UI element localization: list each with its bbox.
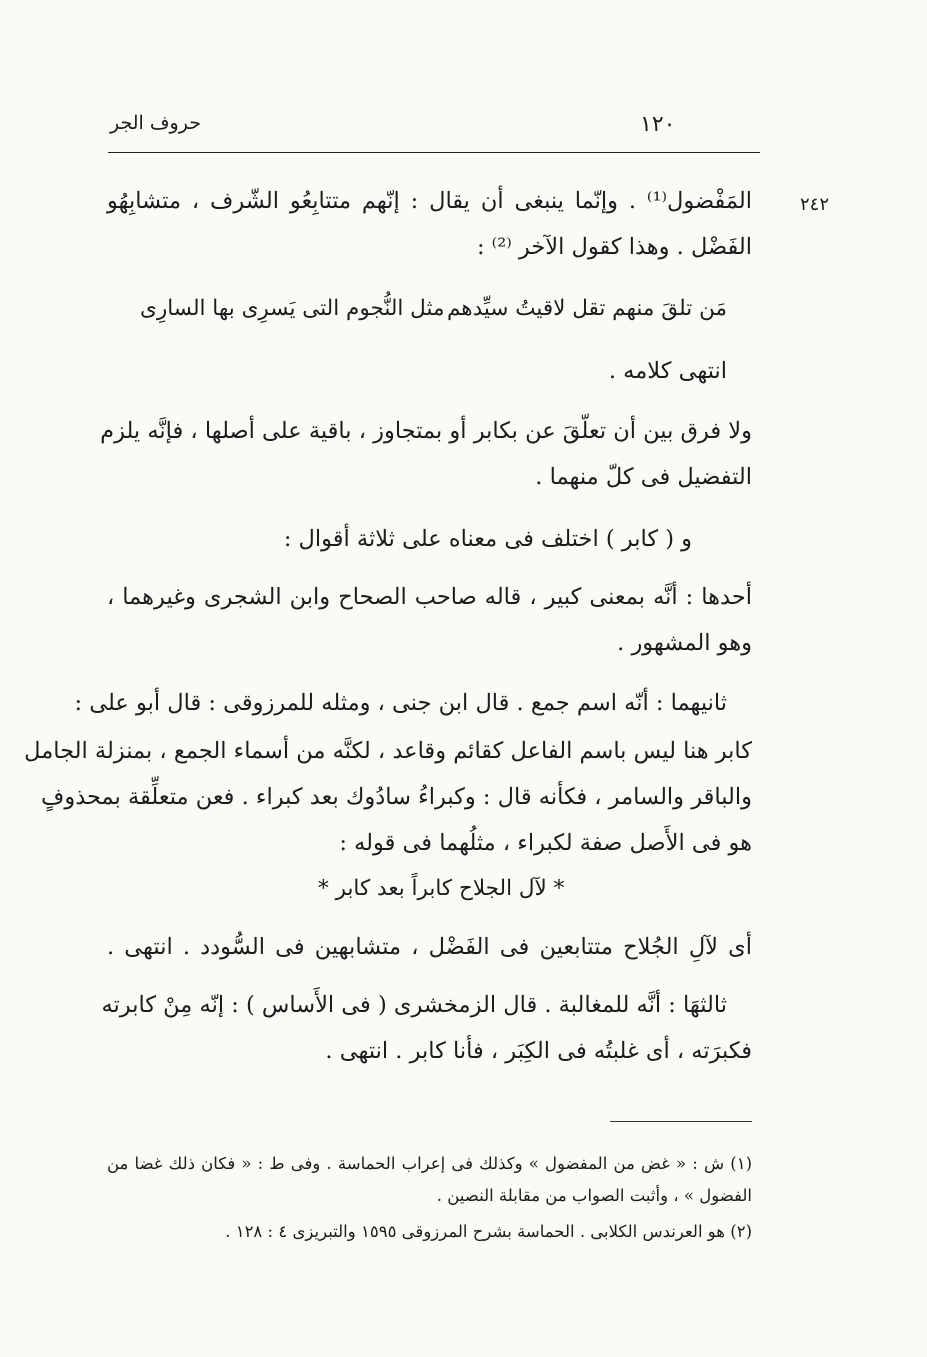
footnote-1-continued: الفضول » ، وأثبت الصواب من مقابلة النصين . [436, 1186, 752, 1205]
verse-first-hemistich: مَن تلقَ منهم تقل لاقيتُ سيِّدهم [446, 296, 727, 321]
running-title: حروف الجر [110, 112, 201, 134]
text-line: المَفْضول⁽¹⁾ . وإنّما ينبغى أن يقال : إنّهم متتابِعُو الشّرف ، متشابِهُو [107, 188, 752, 214]
footnote-rule [610, 1121, 752, 1122]
verse-line: * لآل الجلاح كابراً بعد كابر * [318, 876, 565, 901]
text-line: فكبرَته ، أى غلبتُه فى الكِبَر ، فأنا كابر . انتهى . [325, 1038, 752, 1064]
verse-second-hemistich: مثل النُّجوم التى يَسرِى بها السارِى [140, 296, 445, 321]
text-line: والباقر والسامر ، فكأنه قال : وكبراءُ سادُوك بعد كبراء . فعن متعلِّقة بمحذوفٍ [41, 784, 752, 810]
text-line: هو فى الأَصل صفة لكبراء ، مثلُهما فى قوله : [339, 830, 752, 856]
text-line: ثانيهما : أنّه اسم جمع . قال ابن جنى ، ومثله للمرزوقى : قال أبو على : [74, 690, 727, 716]
text-line: الفَضْل . وهذا كقول الآخر ⁽²⁾ : [476, 234, 752, 260]
text-line: ولا فرق بين أن تعلّقَ عن بكابر أو بمتجاوز ، باقية على أصلها ، فإنَّه يلزم [100, 418, 752, 444]
text-line: كابر هنا ليس باسم الفاعل كقائم وقاعد ، لكنَّه من أسماء الجمع ، بمنزلة الجامل [24, 738, 752, 764]
text-line: ثالثهَا : أنَّه للمغالبة . قال الزمخشرى ( فى الأَساس ) : إنّه مِنْ كابرته [101, 992, 727, 1018]
text-line: أى لآلِ الجُلاح متتابعين فى الفَضْل ، متشابهين فى السُّودد . انتهى . [107, 934, 752, 960]
header-rule [108, 152, 760, 153]
text-line: أحدها : أنَّه بمعنى كبير ، قاله صاحب الصحاح وابن الشجرى وغيرهما ، [107, 584, 752, 610]
text-line: التفضيل فى كلّ منهما . [535, 464, 752, 490]
text-line: و ( كابر ) اختلف فى معناه على ثلاثة أقوال : [283, 526, 692, 552]
footnote-1: (١) ش : « غض من المفضول » وكذلك فى إعراب الحماسة . وفى ط : « فكان ذلك غضا من [107, 1154, 752, 1173]
margin-number: ٢٤٢ [800, 194, 830, 215]
text-line: وهو المشهور . [617, 630, 752, 656]
footnote-2: (٢) هو العرندس الكلابى . الحماسة بشرح المرزوقى ١٥٩٥ والتبريزى ٤ : ١٢٨ . [225, 1222, 752, 1241]
page-number: ١٢٠ [640, 112, 676, 137]
text-line: انتهى كلامه . [608, 358, 727, 384]
